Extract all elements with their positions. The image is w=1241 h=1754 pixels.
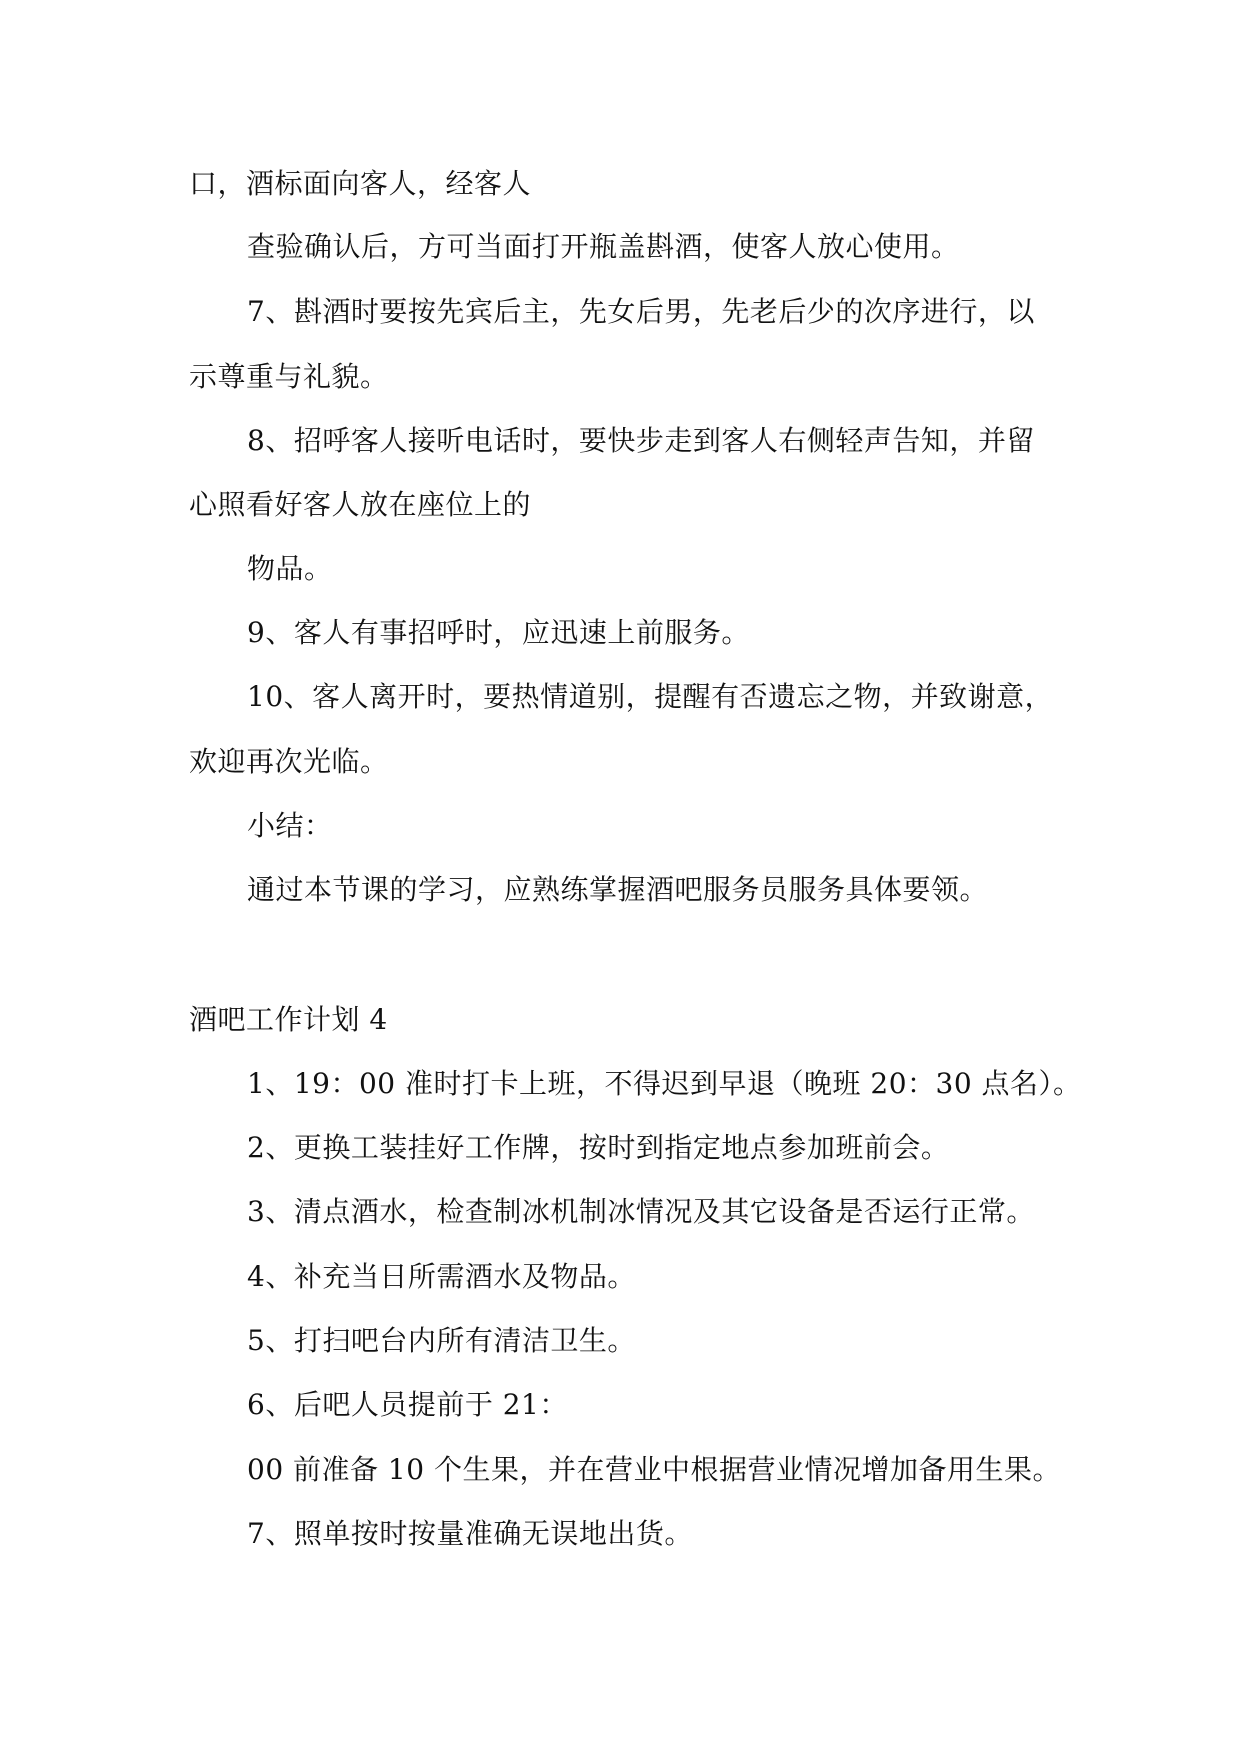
text-line: 10、客人离开时，要热情道别，提醒有否遗忘之物，并致谢意， xyxy=(247,680,1054,713)
text-line: 7、斟酒时要按先宾后主，先女后男，先老后少的次序进行，以 xyxy=(247,295,1035,328)
text-line: 物品。 xyxy=(247,552,333,585)
text-line: 通过本节课的学习，应熟练掌握酒吧服务员服务具体要领。 xyxy=(247,873,989,906)
text-line: 8、招呼客人接听电话时，要快步走到客人右侧轻声告知，并留 xyxy=(247,424,1035,457)
text-line: 示尊重与礼貌。 xyxy=(189,360,389,393)
text-line: 查验确认后，方可当面打开瓶盖斟酒，使客人放心使用。 xyxy=(247,230,960,263)
section-heading: 酒吧工作计划 4 xyxy=(189,1003,388,1036)
text-line: 2、更换工装挂好工作牌，按时到指定地点参加班前会。 xyxy=(247,1131,950,1164)
text-line: 1、19：00 准时打卡上班，不得迟到早退（晚班 20：30 点名）。 xyxy=(247,1067,1082,1100)
text-line: 6、后吧人员提前于 21： xyxy=(247,1388,568,1421)
text-line: 欢迎再次光临。 xyxy=(189,745,389,778)
text-line: 7、照单按时按量准确无误地出货。 xyxy=(247,1517,693,1550)
text-line: 5、打扫吧台内所有清洁卫生。 xyxy=(247,1324,636,1357)
text-line: 4、补充当日所需酒水及物品。 xyxy=(247,1260,636,1293)
text-line: 口，酒标面向客人，经客人 xyxy=(189,167,532,200)
text-line: 9、客人有事招呼时，应迅速上前服务。 xyxy=(247,616,750,649)
text-line: 心照看好客人放在座位上的 xyxy=(189,488,532,521)
text-line: 3、清点酒水，检查制冰机制冰情况及其它设备是否运行正常。 xyxy=(247,1195,1035,1228)
text-line: 00 前准备 10 个生果，并在营业中根据营业情况增加备用生果。 xyxy=(247,1453,1061,1486)
text-line: 小结： xyxy=(247,809,333,842)
